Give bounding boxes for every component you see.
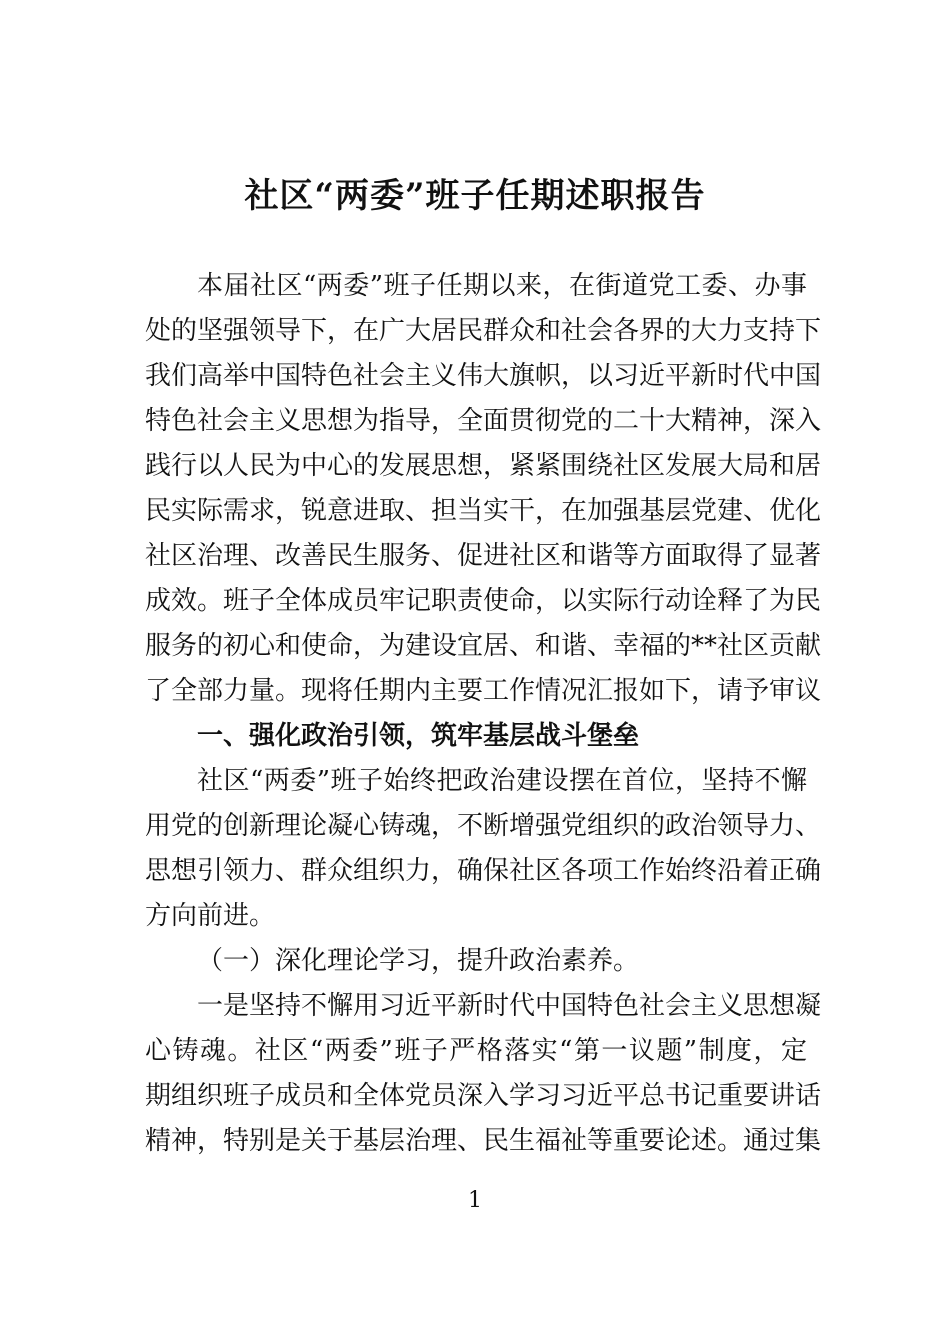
text-line: 成效。班子全体成员牢记职责使命，以实际行动诠释了为民: [145, 586, 822, 616]
text-line: 心铸魂。社区“两委”班子严格落实“第一议题”制度，定: [145, 1036, 807, 1066]
text-line: 一是坚持不懈用习近平新时代中国特色社会主义思想凝: [197, 991, 822, 1021]
text-line: 期组织班子成员和全体党员深入学习习近平总书记重要讲话: [145, 1081, 822, 1111]
text-line: 我们高举中国特色社会主义伟大旗帜，以习近平新时代中国: [145, 361, 822, 391]
text-line: 社区治理、改善民生服务、促进社区和谐等方面取得了显著: [145, 541, 822, 571]
text-line: 本届社区“两委”班子任期以来，在街道党工委、办事: [197, 271, 807, 301]
text-line: 民实际需求，锐意进取、担当实干，在加强基层党建、优化: [145, 496, 822, 526]
text-line: 社区“两委”班子始终把政治建设摆在首位，坚持不懈: [197, 766, 807, 796]
text-line: 方向前进。: [145, 901, 276, 931]
text-line: 特色社会主义思想为指导，全面贯彻党的二十大精神，深入: [145, 406, 822, 436]
text-line: 服务的初心和使命，为建设宜居、和谐、幸福的**社区贡献: [145, 631, 822, 661]
text-line: 处的坚强领导下，在广大居民群众和社会各界的大力支持下: [145, 316, 822, 346]
text-line: 思想引领力、群众组织力，确保社区各项工作始终沿着正确: [145, 856, 822, 886]
text-line: 了全部力量。现将任期内主要工作情况汇报如下，请予审议: [145, 676, 822, 706]
page-number: 1: [468, 1188, 482, 1213]
text-line: 精神，特别是关于基层治理、民生福祉等重要论述。通过集: [145, 1126, 822, 1156]
text-line: 践行以人民为中心的发展思想，紧紧围绕社区发展大局和居: [145, 451, 822, 481]
subsection-heading: （一）深化理论学习，提升政治素养。: [197, 946, 640, 976]
document-title: 社区“两委”班子任期述职报告: [244, 176, 706, 216]
section-heading: 一、强化政治引领，筑牢基层战斗堡垒: [197, 721, 640, 751]
text-line: 用党的创新理论凝心铸魂，不断增强党组织的政治领导力、: [145, 811, 822, 841]
